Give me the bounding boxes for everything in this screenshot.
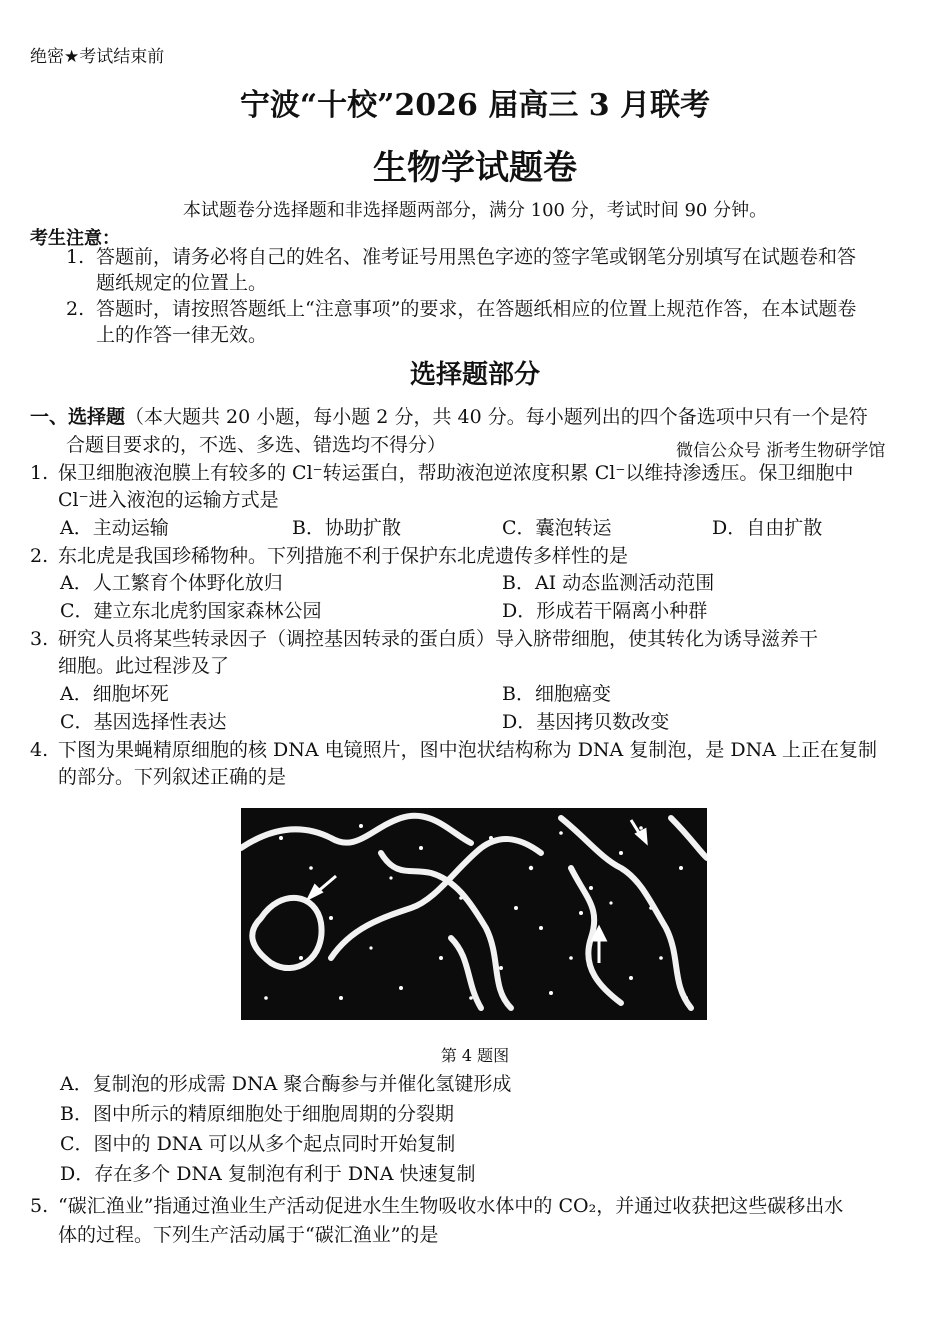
q2-option-b: B．AI 动态监测活动范围: [502, 572, 715, 594]
q3-option-c: C．基因选择性表达: [60, 711, 227, 733]
part-label: 一、选择题: [30, 406, 126, 428]
part-heading: [30, 404, 868, 430]
wechat-watermark: 微信公众号 浙考生物研学馆: [676, 441, 886, 461]
q4-option-d: D．存在多个 DNA 复制泡有利于 DNA 快速复制: [60, 1163, 476, 1185]
q3-stem-2: 细胞。此过程涉及了: [58, 655, 230, 677]
q2-option-a: A．人工繁育个体野化放归: [60, 572, 283, 594]
q5-stem-2: 体的过程。下列生产活动属于“碳汇渔业”的是: [58, 1224, 439, 1246]
notice-item-2-line-2: 上的作答一律无效。: [96, 324, 268, 346]
paper-title: 生物学试题卷: [373, 148, 577, 188]
part-desc-1: （本大题共 20 小题，每小题 2 分，共 40 分。每小题列出的四个备选项中只有一个是符: [125, 406, 868, 428]
q3-num: 3.: [30, 628, 49, 650]
q3-option-b: B．细胞癌变: [502, 683, 611, 705]
q1-option-d: D．自由扩散: [712, 517, 823, 539]
dna-electron-micrograph: [241, 808, 707, 1020]
notice-item-1-num: 1.: [66, 246, 85, 268]
notice-item-1-line-1: 答题前，请务必将自己的姓名、准考证号用黑色字迹的签字笔或钢笔分别填写在试题卷和答: [96, 246, 857, 268]
notice-item-2-num: 2.: [66, 298, 85, 320]
paper-intro: 本试题卷分选择题和非选择题两部分，满分 100 分，考试时间 90 分钟。: [182, 200, 768, 221]
part-desc-2: 合题目要求的，不选、多选、错选均不得分）: [66, 434, 447, 456]
q2-option-c: C．建立东北虎豹国家森林公园: [60, 600, 322, 622]
q3-option-a: A．细胞坏死: [60, 683, 169, 705]
q2-num: 2.: [30, 545, 49, 567]
confidential-mark: 绝密★考试结束前: [30, 47, 165, 67]
q2-option-d: D．形成若干隔离小种群: [502, 600, 708, 622]
q4-stem-2: 的部分。下列叙述正确的是: [58, 766, 287, 788]
q1-option-b: B．协助扩散: [292, 517, 401, 539]
notice-heading: 考生注意：: [30, 228, 120, 249]
q1-stem-1: 保卫细胞液泡膜上有较多的 Cl⁻转运蛋白，帮助液泡逆浓度积累 Cl⁻以维持渗透压。保卫细胞中: [58, 462, 854, 484]
q4-option-a: A．复制泡的形成需 DNA 聚合酶参与并催化氢键形成: [60, 1073, 512, 1095]
q5-num: 5.: [30, 1195, 49, 1217]
notice-item-1-line-2: 题纸规定的位置上。: [96, 272, 268, 294]
q3-option-d: D．基因拷贝数改变: [502, 711, 670, 733]
notice-item-2-line-1: 答题时，请按照答题纸上“注意事项”的要求，在答题纸相应的位置上规范作答，在本试题卷: [96, 298, 857, 320]
q1-option-a: A．主动运输: [60, 517, 169, 539]
q4-option-c: C．图中的 DNA 可以从多个起点同时开始复制: [60, 1133, 456, 1155]
section-title: 选择题部分: [409, 360, 540, 390]
q1-option-c: C．囊泡转运: [502, 517, 612, 539]
q4-stem-1: 下图为果蝇精原细胞的核 DNA 电镜照片，图中泡状结构称为 DNA 复制泡，是 DNA 上正在复制: [58, 739, 877, 761]
exam-title: 宁波“十校”2026 届高三 3 月联考: [239, 88, 711, 123]
q5-stem-1: “碳汇渔业”指通过渔业生产活动促进水生生物吸收水体中的 CO₂，并通过收获把这些碳移出水: [58, 1195, 844, 1217]
q2-stem-1: 东北虎是我国珍稀物种。下列措施不利于保护东北虎遗传多样性的是: [58, 545, 629, 567]
q4-num: 4.: [30, 739, 49, 761]
q1-num: 1.: [30, 462, 49, 484]
q1-stem-2: Cl⁻进入液泡的运输方式是: [58, 489, 279, 511]
q3-stem-1: 研究人员将某些转录因子（调控基因转录的蛋白质）导入脐带细胞，使其转化为诱导滋养干: [58, 628, 819, 650]
figure-caption: 第 4 题图: [440, 1046, 510, 1065]
q4-option-b: B．图中所示的精原细胞处于细胞周期的分裂期: [60, 1103, 454, 1125]
